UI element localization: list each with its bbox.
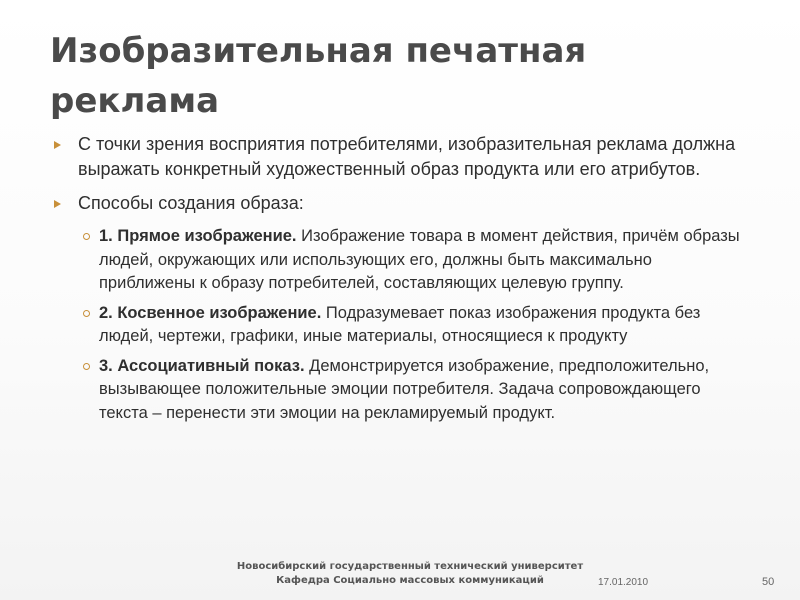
sub-bullet-heading: 1. Прямое изображение. <box>99 227 297 245</box>
slide-content <box>52 132 752 431</box>
sub-bullet-3 <box>52 355 752 426</box>
footer-date: 17.01.2010 <box>598 577 649 588</box>
footer-university: Новосибирский государственный технический университет <box>236 561 584 572</box>
bullet-point-text: С точки зрения восприятия потребителями, изобразительная реклама должна выражать конкретный художественный образ продукта или его атрибутов. <box>78 134 736 179</box>
triangle-bullet-icon <box>54 141 61 149</box>
circle-bullet-icon <box>83 310 90 317</box>
sub-bullet-list <box>52 225 752 425</box>
footer-organization <box>230 560 590 588</box>
circle-bullet-icon <box>83 233 90 240</box>
footer-department: Кафедра Социально массовых коммуникаций <box>276 575 544 586</box>
sub-bullet-heading: 2. Косвенное изображение. <box>99 303 322 322</box>
slide-title: Изобразительная печатная реклама <box>50 31 587 121</box>
sub-bullet-1 <box>52 225 752 296</box>
bullet-point-text: Способы создания образа: <box>78 193 304 213</box>
circle-bullet-icon <box>83 363 90 370</box>
page-number: 50 <box>762 576 775 588</box>
sub-bullet-text: Изображение товара в момент действия, причём образы людей, окружающих или использующих его, должны быть максимально приближены к образу потребителей, составляющих целевую группу. <box>99 227 740 292</box>
bullet-point-2 <box>52 191 752 216</box>
sub-bullet-2 <box>52 302 752 349</box>
sub-bullet-text: Подразумевает показ изображения продукта без людей, чертежи, графики, иные материалы, относящиеся к продукту <box>99 303 701 345</box>
sub-bullet-heading: 3. Ассоциативный показ. <box>99 356 305 375</box>
triangle-bullet-icon <box>54 200 61 208</box>
bullet-point-1 <box>52 132 752 182</box>
sub-bullet-text: Демонстрируется изображение, предположительно, вызывающее положительные эмоции потребителя. Задача сопровождающего текста – перенести эти эмоции на рекламируемый продукт. <box>99 356 710 422</box>
